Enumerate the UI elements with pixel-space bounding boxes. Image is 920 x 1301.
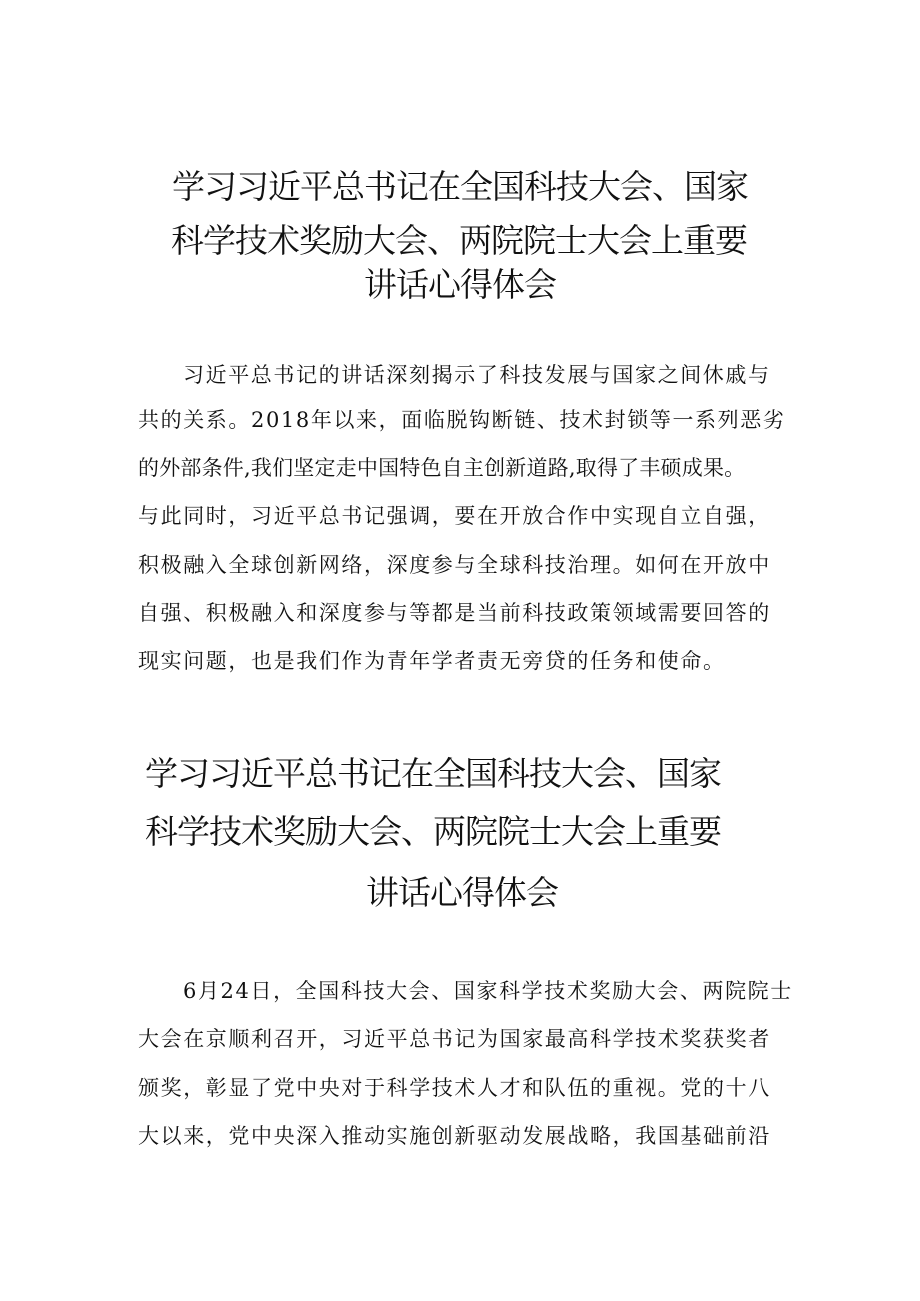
- body-line: 现实问题，也是我们作为青年学者责无旁贷的任务和使命。: [138, 649, 726, 673]
- body-line: 大会在京顺利召开，习近平总书记为国家最高科学技术奖获奖者: [138, 1027, 771, 1051]
- body-line: 积极融入全球创新网络，深度参与全球科技治理。如何在开放中: [138, 553, 771, 577]
- body-line: 习近平总书记的讲话深刻揭示了科技发展与国家之间休戚与: [183, 363, 771, 387]
- body-line: 大以来，党中央深入推动实施创新驱动发展战略，我国基础前沿: [138, 1124, 771, 1148]
- body-line: 自强、积极融入和深度参与等都是当前科技政策领域需要回答的: [138, 601, 771, 625]
- body-line: 颁奖，彰显了党中央对于科学技术人才和队伍的重视。党的十八: [138, 1076, 771, 1100]
- body-line: 与此同时，习近平总书记强调，要在开放合作中实现自立自强，: [138, 504, 771, 528]
- title-line: 讲话心得体会: [364, 265, 556, 304]
- title-line: 科学技术奖励大会、两院院士大会上重要: [145, 812, 721, 851]
- body-line: 的外部条件,我们坚定走中国特色自主创新道路,取得了丰硕成果。: [138, 456, 746, 480]
- title-line: 学习习近平总书记在全国科技大会、国家: [172, 167, 748, 206]
- title-line: 科学技术奖励大会、两院院士大会上重要: [171, 221, 747, 260]
- body-line: 共的关系。2018年以来，面临脱钩断链、技术封锁等一系列恶劣: [138, 408, 786, 432]
- title-line: 讲话心得体会: [366, 873, 558, 912]
- title-line: 学习习近平总书记在全国科技大会、国家: [145, 754, 721, 793]
- body-line: 6月24日，全国科技大会、国家科学技术奖励大会、两院院士: [183, 979, 793, 1003]
